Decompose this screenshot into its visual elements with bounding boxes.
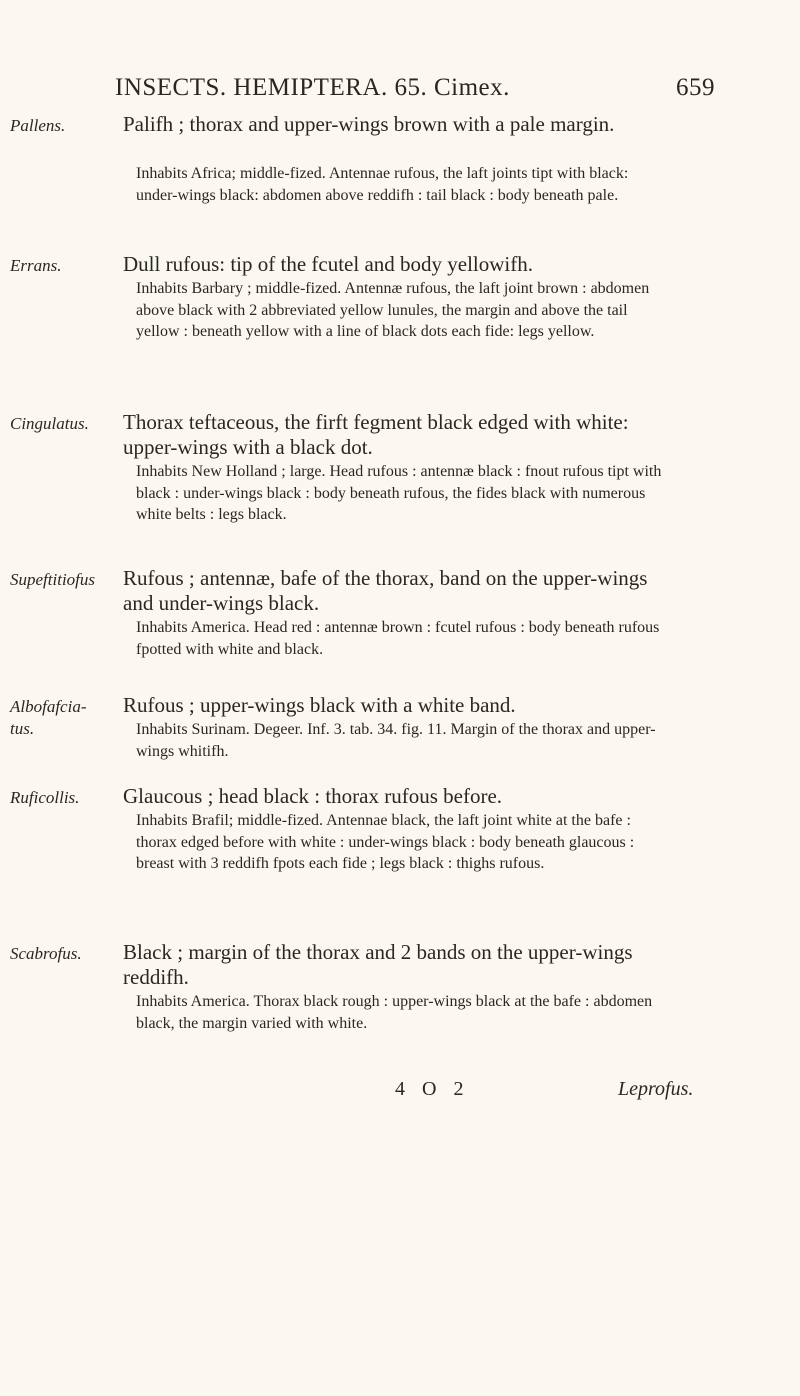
species-diagnosis: Rufous ; antennæ, bafe of the thorax, band on the upper-wings and under-wings black. [123,566,648,615]
species-diagnosis: Dull rufous: tip of the fcutel and body yellowifh. [123,252,534,276]
species-name: Errans. [10,256,62,275]
species-diagnosis: Palifh ; thorax and upper-wings brown with a pale margin. [123,112,615,136]
page-footer [0,1078,800,1108]
header-title: INSECTS. HEMIPTERA. 65. Cimex. [115,74,510,101]
catchword: Leprofus. [618,1078,694,1100]
species-description: Inhabits Barbary ; middle-fized. Antennæ rufous, the laft joint brown : abdomen above black with 2 abbreviated yellow lunules, the margin and above the tail yellow : beneath yellow with a line of black dots each fide: legs yellow. [136,280,650,340]
species-description: Inhabits Africa; middle-fized. Antennae rufous, the laft joints tipt with black: under-wings black: abdomen above reddifh : tail black : body beneath pale. [136,165,629,204]
species-diagnosis: Thorax teftaceous, the firft fegment black edged with white: upper-wings with a black dot. [123,410,629,459]
species-name: Supeftitiofus [10,570,95,589]
species-diagnosis: Glaucous ; head black : thorax rufous before. [123,784,503,808]
species-diagnosis: Rufous ; upper-wings black with a white band. [123,693,516,717]
signature-mark: 4 O 2 [395,1078,470,1100]
species-description: Inhabits Brafil; middle-fized. Antennae black, the laft joint white at the bafe : thorax edged before with white : under-wings black : body beneath glaucous : breast with 3 reddifh fpots each fide ; legs black : thighs rufous. [136,812,635,872]
species-name: Ruficollis. [10,788,80,807]
species-description: Inhabits Surinam. Degeer. Inf. 3. tab. 34. fig. 11. Margin of the thorax and upper-wings whitifh. [136,721,656,760]
species-name: Cingulatus. [10,414,89,433]
species-name: Pallens. [10,116,66,135]
page-number: 659 [676,74,715,101]
species-description: Inhabits America. Head red : antennæ brown : fcutel rufous : body beneath rufous fpotted with white and black. [136,619,660,658]
species-description: Inhabits America. Thorax black rough : upper-wings black at the bafe : abdomen black, the margin varied with white. [136,993,653,1032]
species-name: Scabrofus. [10,944,82,963]
species-name: Albofafcia- tus. [10,697,87,738]
running-header [115,74,715,114]
species-diagnosis: Black ; margin of the thorax and 2 bands on the upper-wings reddifh. [123,940,633,989]
species-description: Inhabits New Holland ; large. Head rufous : antennæ black : fnout rufous tipt with black : under-wings black : body beneath rufous, the fides black with numerous white belts : legs black. [136,463,662,523]
